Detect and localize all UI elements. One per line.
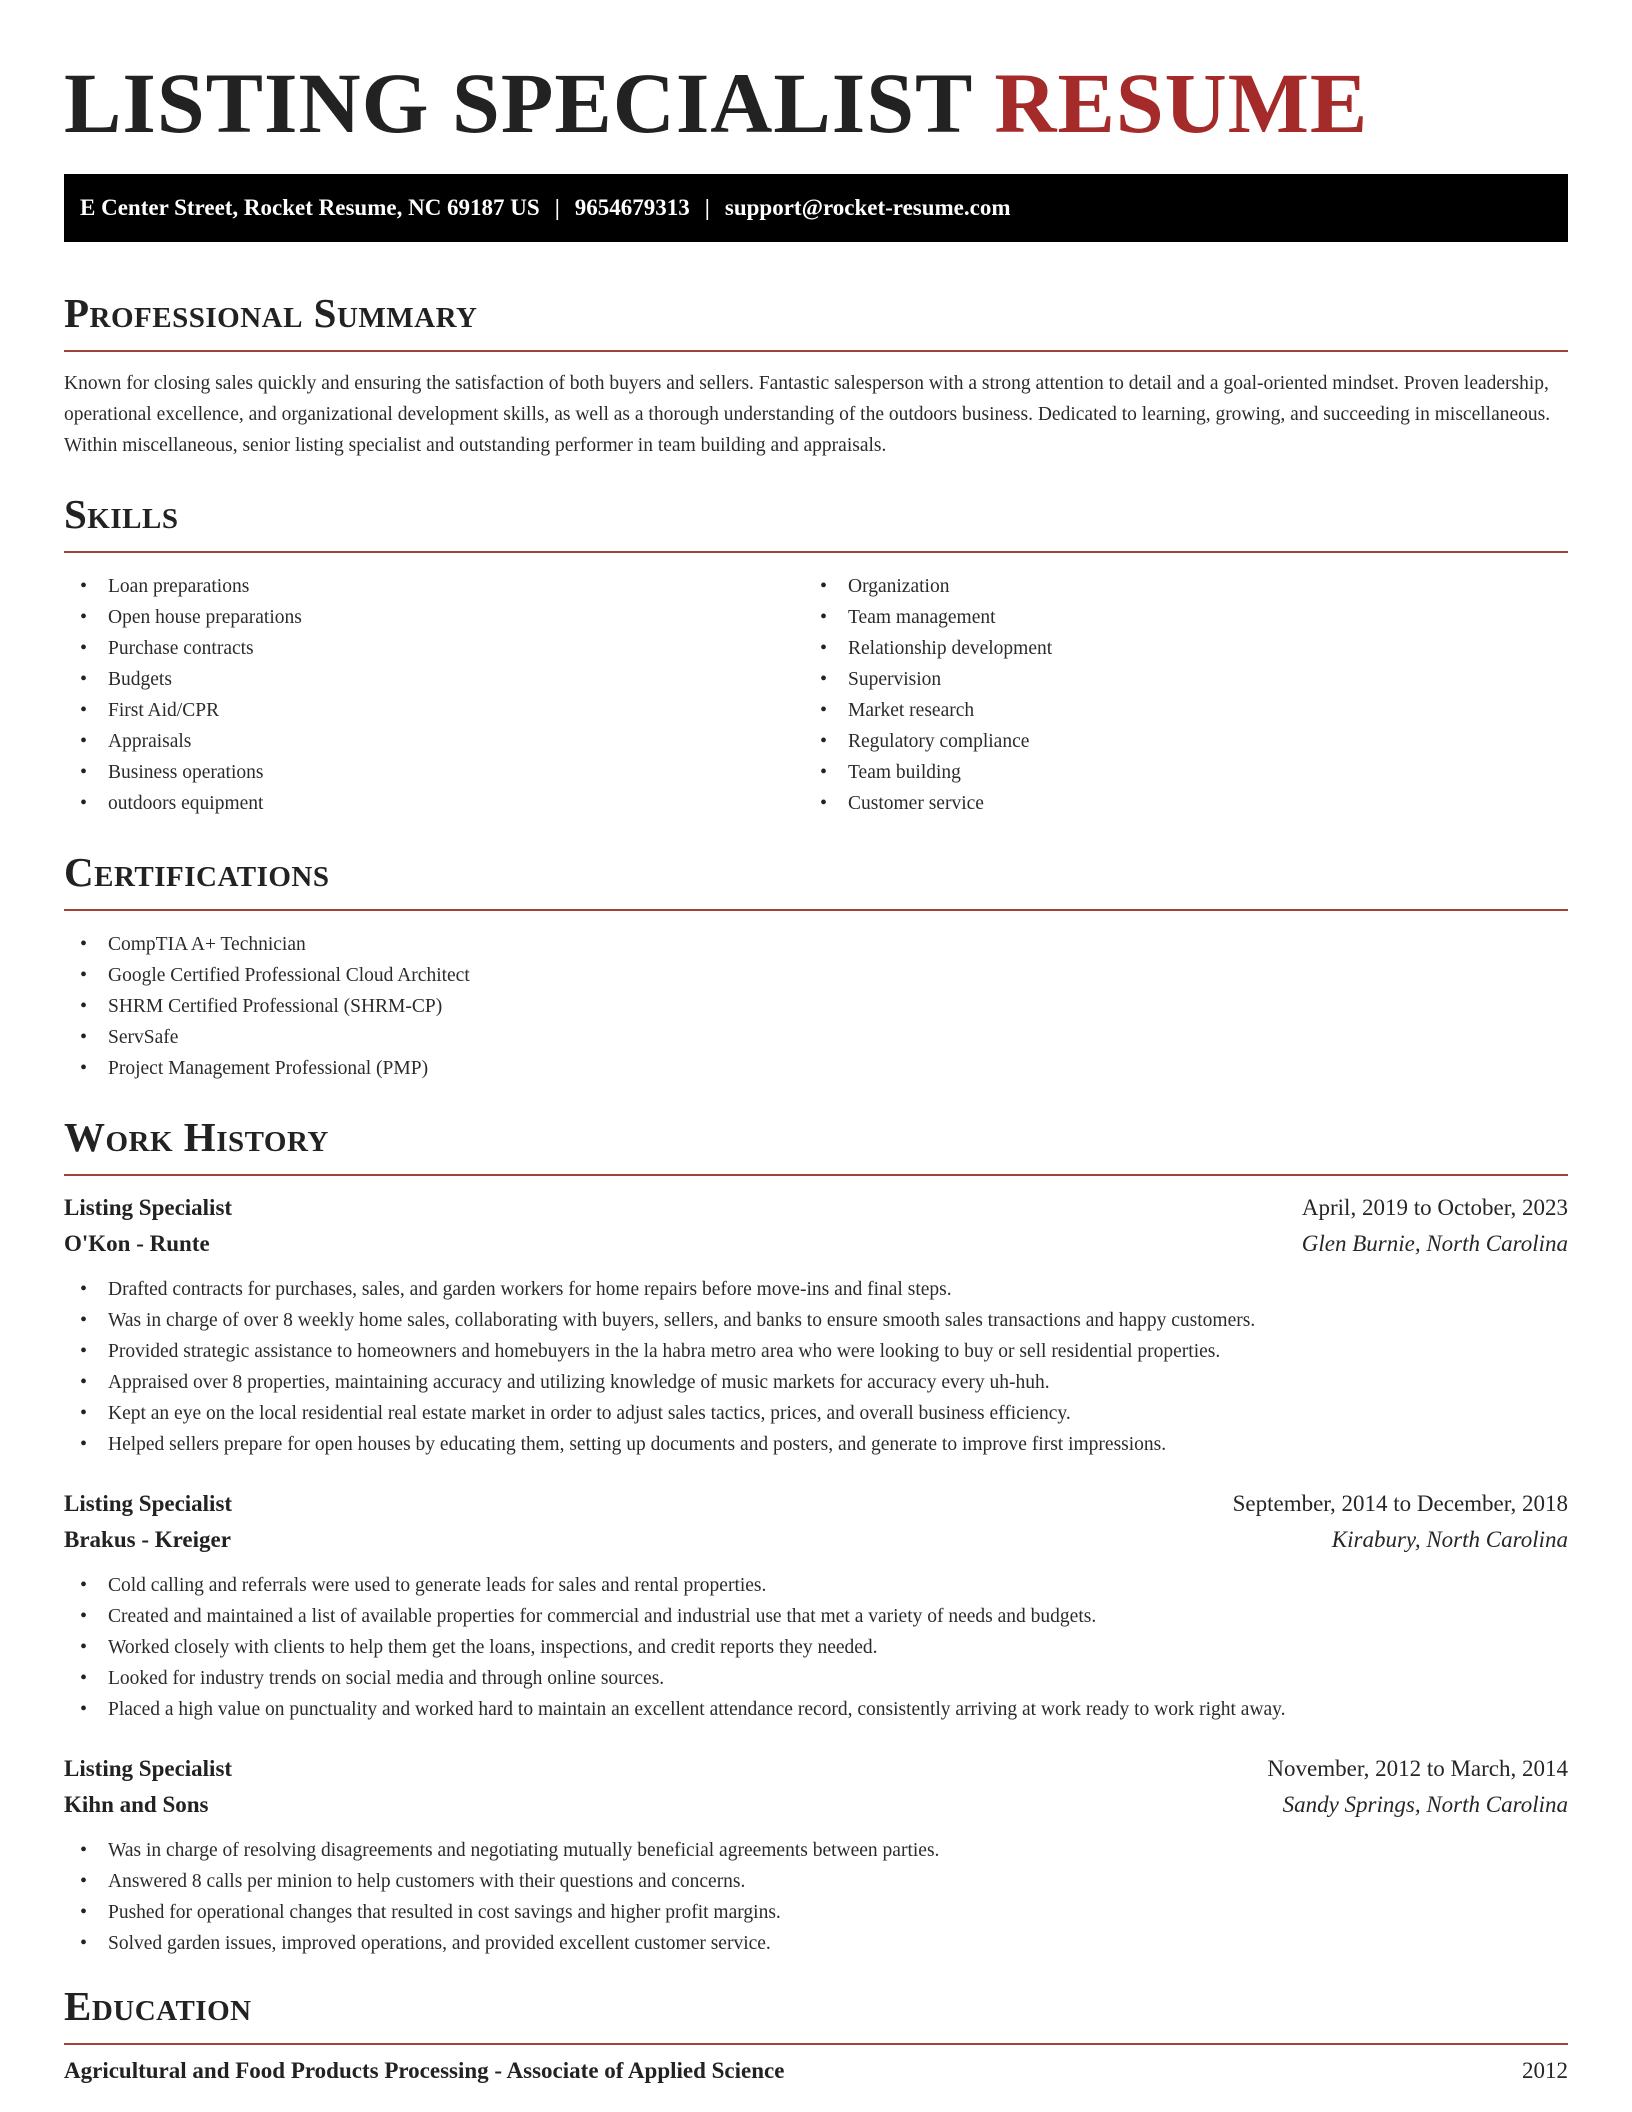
section-heading-skills: Skills <box>64 491 179 537</box>
job-bullet: • Appraised over 8 properties, maintaining accuracy and utilizing knowledge of music markets for accuracy every uh-huh. <box>64 1367 1568 1398</box>
skills-list-right <box>804 571 1544 819</box>
job-bullet: • Kept an eye on the local residential real estate market in order to adjust sales tactics, prices, and overall business efficiency. <box>64 1398 1568 1429</box>
certification-item: • SHRM Certified Professional (SHRM-CP) <box>64 991 1568 1022</box>
job-company-row <box>64 1787 1568 1823</box>
skill-item: • Organization <box>804 571 1544 602</box>
job-dates: September, 2014 to December, 2018 <box>1232 1491 1568 1516</box>
contact-phone: 9654679313 <box>574 195 690 220</box>
skill-item: • Team management <box>804 602 1544 633</box>
certification-item: • Project Management Professional (PMP) <box>64 1053 1568 1084</box>
skill-item: • Team building <box>804 757 1544 788</box>
job-header-row <box>64 1190 1568 1226</box>
resume-title <box>64 0 1568 154</box>
title-main: LISTING SPECIALIST <box>64 55 972 151</box>
job-bullet: • Was in charge of over 8 weekly home sales, collaborating with buyers, sellers, and banks to ensure smooth sales transactions and happy customers. <box>64 1305 1568 1336</box>
skill-item: • Purchase contracts <box>64 633 804 664</box>
job-title: Listing Specialist <box>64 1491 233 1516</box>
job-bullet: • Worked closely with clients to help them get the loans, inspections, and credit reports they needed. <box>64 1632 1568 1663</box>
job-location: Glen Burnie, North Carolina <box>1301 1231 1568 1256</box>
skill-item: • Supervision <box>804 664 1544 695</box>
skills-section <box>64 489 1568 819</box>
job-company: O'Kon - Runte <box>64 1231 210 1256</box>
skill-item: • First Aid/CPR <box>64 695 804 726</box>
job-header-row <box>64 1751 1568 1787</box>
education-row <box>64 2053 1568 2089</box>
job-entry <box>64 1751 1568 1959</box>
section-heading-certifications: Certifications <box>64 849 330 895</box>
certification-item: • CompTIA A+ Technician <box>64 929 1568 960</box>
section-divider <box>64 2043 1568 2045</box>
job-bullet: • Looked for industry trends on social media and through online sources. <box>64 1663 1568 1694</box>
job-location: Kirabury, North Carolina <box>1331 1527 1568 1552</box>
contact-separator: | <box>554 195 560 220</box>
skill-item: • Market research <box>804 695 1544 726</box>
skill-item: • Relationship development <box>804 633 1544 664</box>
job-company: Brakus - Kreiger <box>64 1527 231 1552</box>
job-location: Sandy Springs, North Carolina <box>1282 1792 1568 1817</box>
job-title: Listing Specialist <box>64 1756 233 1781</box>
certifications-section <box>64 847 1568 1084</box>
skills-list-left <box>64 571 804 819</box>
section-divider <box>64 350 1568 352</box>
title-accent: RESUME <box>994 55 1369 151</box>
skill-item: • Open house preparations <box>64 602 804 633</box>
summary-section <box>64 288 1568 461</box>
education-section <box>64 1981 1568 2089</box>
certification-item: • Google Certified Professional Cloud Architect <box>64 960 1568 991</box>
job-bullet: • Drafted contracts for purchases, sales, and garden workers for home repairs before move-ins and final steps. <box>64 1274 1568 1305</box>
skill-item: • Loan preparations <box>64 571 804 602</box>
skill-item: • outdoors equipment <box>64 788 804 819</box>
skill-item: • Appraisals <box>64 726 804 757</box>
job-bullet: • Was in charge of resolving disagreements and negotiating mutually beneficial agreements between parties. <box>64 1835 1568 1866</box>
job-company-row <box>64 1226 1568 1262</box>
work-section <box>64 1112 1568 1959</box>
section-heading-summary: Professional Summary <box>64 290 478 336</box>
skill-item: • Business operations <box>64 757 804 788</box>
resume-page <box>64 0 1568 2089</box>
job-entry <box>64 1486 1568 1725</box>
job-entry <box>64 1190 1568 1460</box>
section-divider <box>64 551 1568 553</box>
section-divider <box>64 909 1568 911</box>
section-heading-education: Education <box>64 1983 252 2029</box>
summary-text: Known for closing sales quickly and ensuring the satisfaction of both buyers and sellers. Fantastic salesperson with a strong attention to detail and a goal-oriented mindset. Proven leadership, operational excellence, and organizational development skills, as well as a thorough understanding of the outdoors business. Dedicated to learning, growing, and succeeding in miscellaneous. Within miscellaneous, senior listing specialist and outstanding performer in team building and appraisals. <box>64 373 1551 456</box>
skills-columns <box>64 571 1568 819</box>
job-bullet: • Solved garden issues, improved operations, and provided excellent customer service. <box>64 1928 1568 1959</box>
job-company: Kihn and Sons <box>64 1792 209 1817</box>
job-bullets <box>64 1274 1568 1460</box>
job-bullet: • Pushed for operational changes that resulted in cost savings and higher profit margins. <box>64 1897 1568 1928</box>
section-divider <box>64 1174 1568 1176</box>
education-degree: Agricultural and Food Products Processing - Associate of Applied Science <box>64 2058 785 2083</box>
contact-bar <box>64 174 1568 242</box>
contact-address: E Center Street, Rocket Resume, NC 69187 US <box>80 195 540 220</box>
section-heading-work: Work History <box>64 1114 329 1160</box>
job-header-row <box>64 1486 1568 1522</box>
job-bullet: • Placed a high value on punctuality and worked hard to maintain an excellent attendance record, consistently arriving at work ready to work right away. <box>64 1694 1568 1725</box>
skill-item: • Budgets <box>64 664 804 695</box>
skill-item: • Customer service <box>804 788 1544 819</box>
job-bullet: • Helped sellers prepare for open houses by educating them, setting up documents and posters, and generate to improve first impressions. <box>64 1429 1568 1460</box>
job-company-row <box>64 1522 1568 1558</box>
job-bullets <box>64 1570 1568 1725</box>
contact-separator: | <box>704 195 710 220</box>
job-bullet: • Answered 8 calls per minion to help customers with their questions and concerns. <box>64 1866 1568 1897</box>
job-bullets <box>64 1835 1568 1959</box>
contact-email[interactable]: support@rocket-resume.com <box>724 195 1011 220</box>
job-dates: April, 2019 to October, 2023 <box>1301 1195 1568 1220</box>
job-bullet: • Cold calling and referrals were used to generate leads for sales and rental properties. <box>64 1570 1568 1601</box>
job-bullet: • Created and maintained a list of available properties for commercial and industrial use that met a variety of needs and budgets. <box>64 1601 1568 1632</box>
certifications-list <box>64 929 1568 1084</box>
education-year: 2012 <box>1522 2058 1568 2083</box>
job-bullet: • Provided strategic assistance to homeowners and homebuyers in the la habra metro area who were looking to buy or sell residential properties. <box>64 1336 1568 1367</box>
skill-item: • Regulatory compliance <box>804 726 1544 757</box>
certification-item: • ServSafe <box>64 1022 1568 1053</box>
job-dates: November, 2012 to March, 2014 <box>1267 1756 1568 1781</box>
job-title: Listing Specialist <box>64 1195 233 1220</box>
